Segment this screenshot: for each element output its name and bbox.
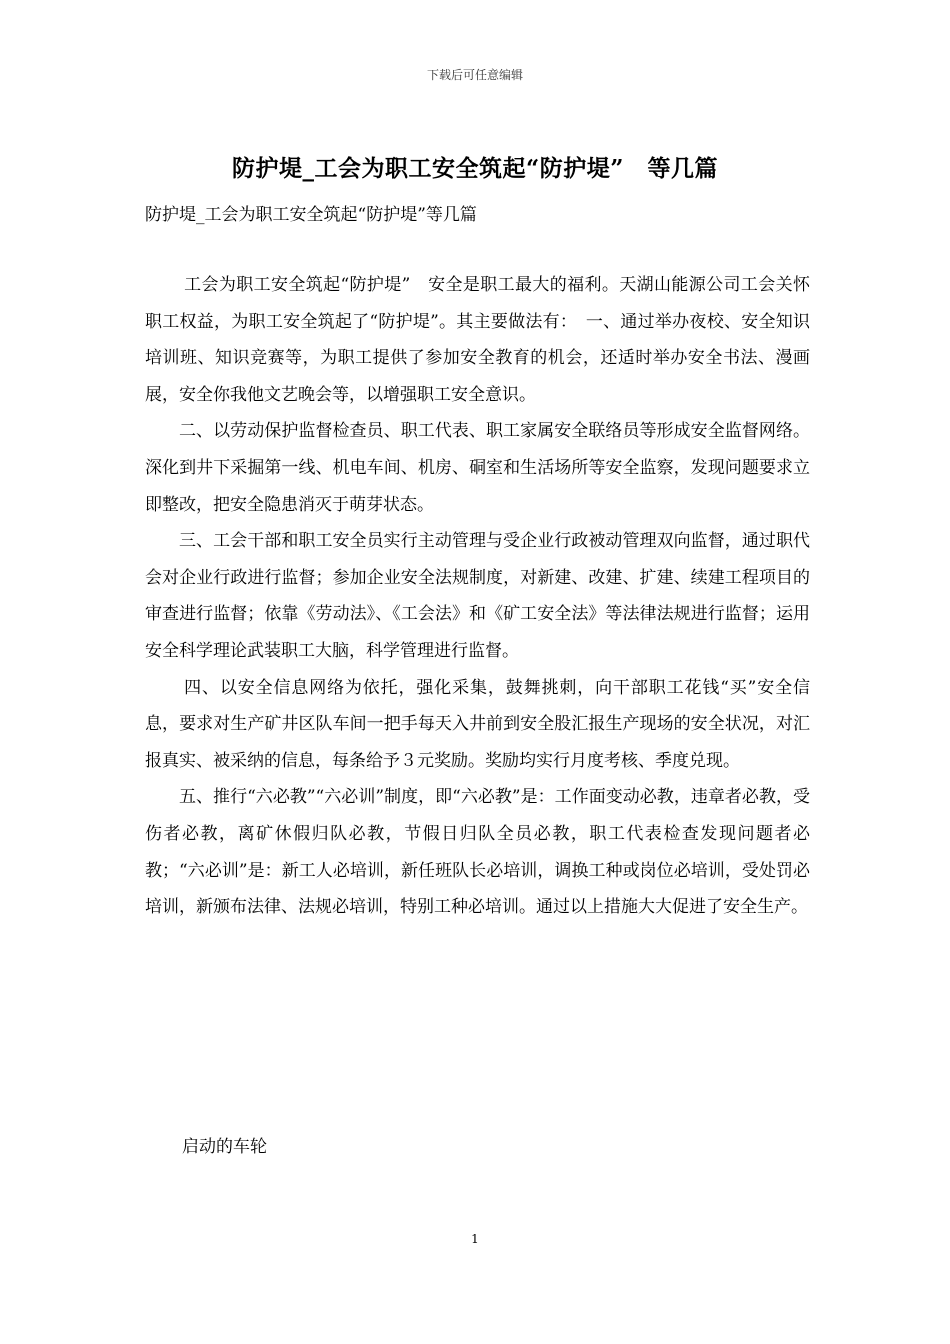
page-number: 1 xyxy=(471,1232,479,1246)
document-subtitle: 防护堤_工会为职工安全筑起“防护堤”等几篇 xyxy=(145,205,477,225)
paragraph-2: 二、以劳动保护监督检查员、职工代表、职工家属安全联络员等形成安全监督网络。深化到井下采掘第一线、机电车间、机房、硐室和生活场所等安全监察，发现问题要求立即整改，把安全隐患消灭于萌芽状态。 xyxy=(145,421,810,515)
section-heading: 启动的车轮 xyxy=(182,1137,267,1157)
document-title: 防护堤_工会为职工安全筑起“防护堤” 等几篇 xyxy=(232,155,718,182)
document-body xyxy=(145,267,810,926)
paragraph-4: 四、以安全信息网络为依托，强化采集，鼓舞挑刺，向干部职工花钱“买”安全信息，要求对生产矿井区队车间一把手每天入井前到安全股汇报生产现场的安全状况，对汇报真实、被采纳的信息，每条给予３元奖励。奖励均实行月度考核、季度兑现。 xyxy=(145,677,810,771)
paragraph-5: 五、推行“六必教”“六必训”制度，即“六必教”是：工作面变动必教，违章者必教，受伤者必教，离矿休假归队必教，节假日归队全员必教，职工代表检查发现问题者必教；“六必训”是：新工人必培训，新任班队长必培训，调换工种或岗位必培训，受处罚必培训，新颁布法律、法规必培训，特别工种必培训。通过以上措施大大促进了安全生产。 xyxy=(145,787,810,918)
paragraph-1: 工会为职工安全筑起“防护堤” 安全是职工最大的福利。天湖山能源公司工会关怀职工权益，为职工安全筑起了“防护堤”。其主要做法有： 一、通过举办夜校、安全知识培训班、知识竞赛等，为职工提供了参加安全教育的机会，还适时举办安全书法、漫画展，安全你我他文艺晚会等，以增强职工安全意识。 xyxy=(145,275,810,405)
paragraph-3: 三、工会干部和职工安全员实行主动管理与受企业行政被动管理双向监督，通过职代会对企业行政进行监督；参加企业安全法规制度，对新建、改建、扩建、续建工程项目的审查进行监督；依靠《劳动法》、《工会法》和《矿工安全法》等法律法规进行监督；运用安全科学理论武装职工大脑，科学管理进行监督。 xyxy=(145,531,810,661)
page-header-note: 下载后可任意编辑 xyxy=(426,68,523,82)
